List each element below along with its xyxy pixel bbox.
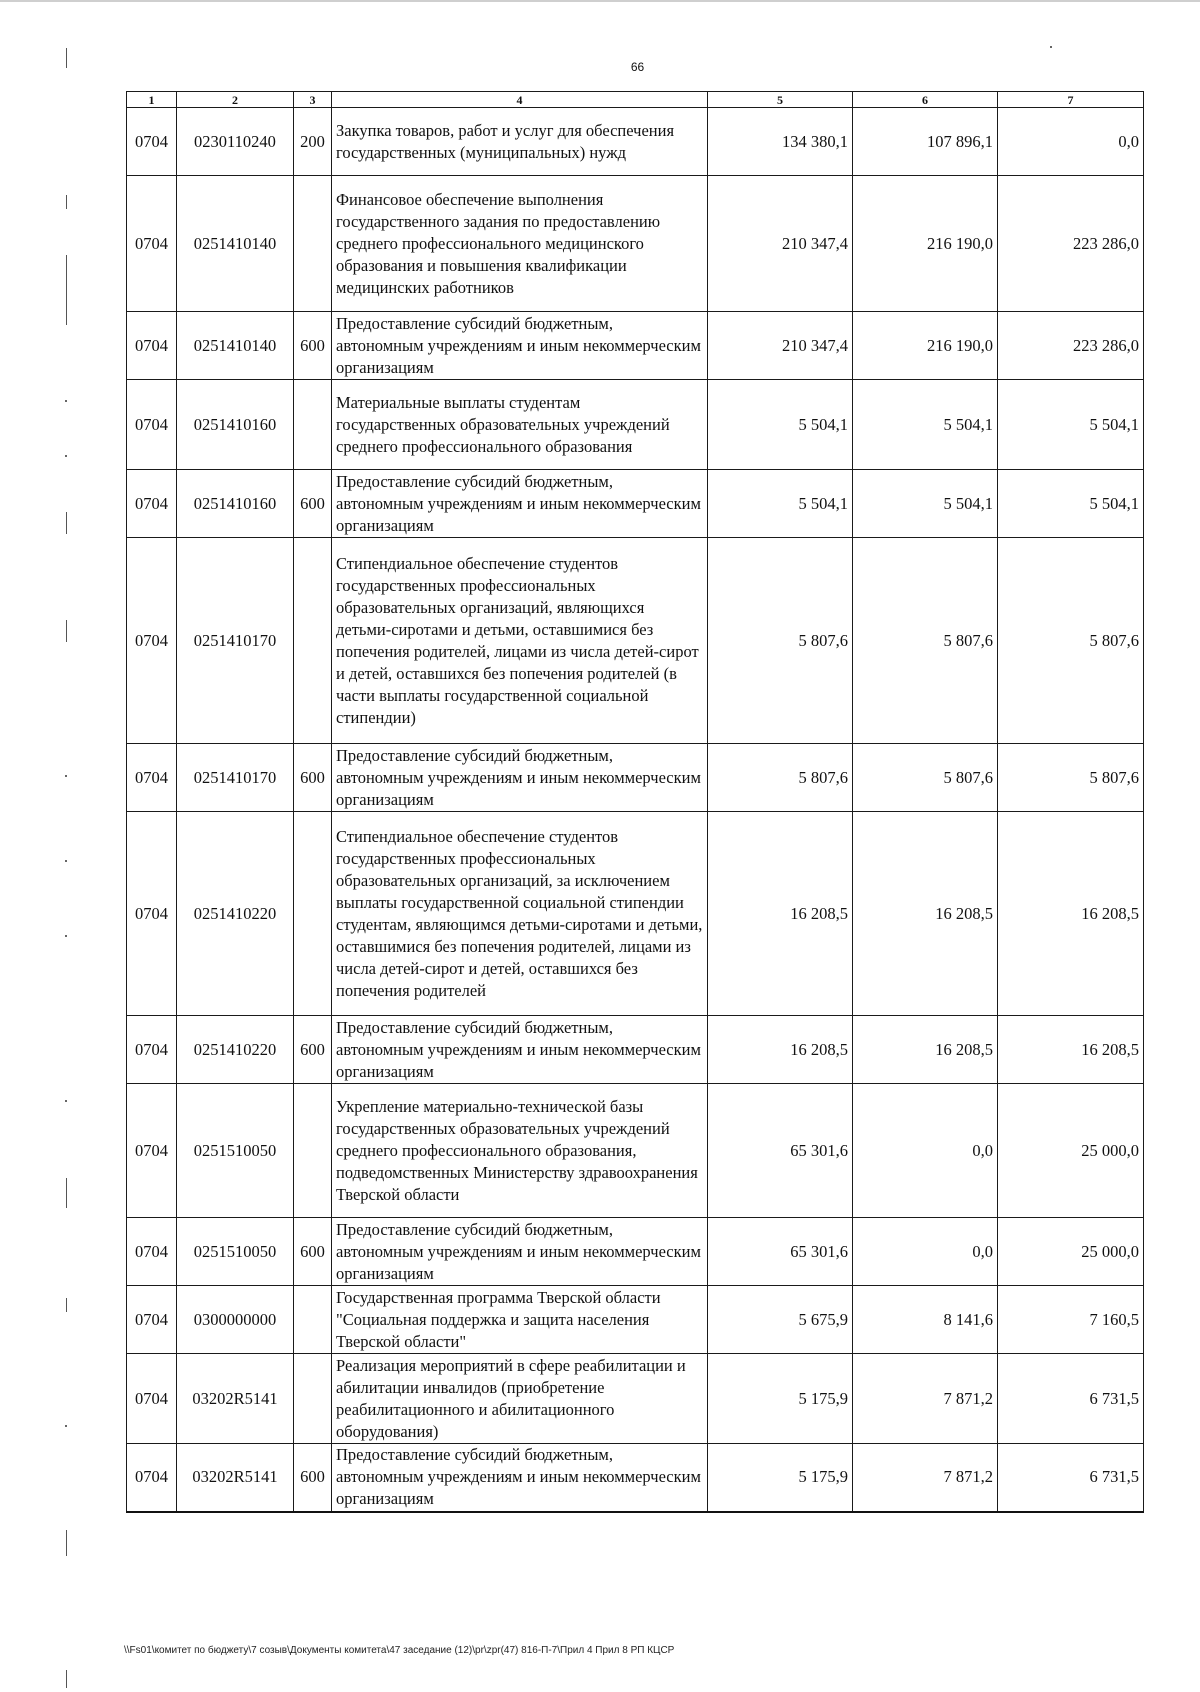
scan-mark: [66, 48, 67, 68]
description-cell: Закупка товаров, работ и услуг для обеспечения государственных (муниципальных) нужд: [332, 108, 708, 176]
amount-col6-cell: 5 807,6: [853, 538, 998, 744]
amount-col7-cell: 16 208,5: [998, 1016, 1144, 1084]
scan-dot: [65, 400, 67, 402]
table-row: [127, 1286, 1144, 1354]
table-row: [127, 176, 1144, 312]
section-code-cell: 0704: [127, 1016, 177, 1084]
amount-col6-cell: 7 871,2: [853, 1354, 998, 1444]
amount-col5-cell: 16 208,5: [708, 812, 853, 1016]
expense-type-cell: [294, 380, 332, 470]
column-header: 7: [998, 92, 1144, 108]
scan-mark: [66, 195, 67, 209]
expense-type-cell: 600: [294, 744, 332, 812]
scan-mark: [66, 620, 67, 642]
scan-mark: [66, 1178, 67, 1208]
page-number: 66: [630, 60, 645, 74]
target-article-cell: 03202R5141: [177, 1444, 294, 1512]
expense-type-cell: [294, 812, 332, 1016]
table-row: [127, 538, 1144, 744]
amount-col5-cell: 65 301,6: [708, 1218, 853, 1286]
section-code-cell: 0704: [127, 1354, 177, 1444]
table-row: [127, 812, 1144, 1016]
amount-col6-cell: 7 871,2: [853, 1444, 998, 1512]
scan-mark: [66, 255, 67, 325]
amount-col7-cell: 223 286,0: [998, 312, 1144, 380]
description-cell: Предоставление субсидий бюджетным, автономным учреждениям и иным некоммерческим организациям: [332, 1218, 708, 1286]
amount-col5-cell: 134 380,1: [708, 108, 853, 176]
amount-col6-cell: 16 208,5: [853, 1016, 998, 1084]
target-article-cell: 0251410160: [177, 470, 294, 538]
amount-col5-cell: 210 347,4: [708, 312, 853, 380]
target-article-cell: 0251410170: [177, 538, 294, 744]
table-row: [127, 744, 1144, 812]
table-row: [127, 1218, 1144, 1286]
scan-mark: [66, 1670, 67, 1688]
expense-type-cell: [294, 1354, 332, 1444]
amount-col7-cell: 5 504,1: [998, 470, 1144, 538]
amount-col6-cell: 5 807,6: [853, 744, 998, 812]
amount-col7-cell: 25 000,0: [998, 1084, 1144, 1218]
target-article-cell: 0300000000: [177, 1286, 294, 1354]
column-header: 4: [332, 92, 708, 108]
section-code-cell: 0704: [127, 538, 177, 744]
target-article-cell: 0251510050: [177, 1218, 294, 1286]
amount-col7-cell: 6 731,5: [998, 1354, 1144, 1444]
scan-dot: [65, 1425, 67, 1427]
amount-col5-cell: 65 301,6: [708, 1084, 853, 1218]
target-article-cell: 0251410160: [177, 380, 294, 470]
column-header: 2: [177, 92, 294, 108]
scan-mark: [66, 1298, 67, 1312]
amount-col6-cell: 216 190,0: [853, 176, 998, 312]
target-article-cell: 0251410170: [177, 744, 294, 812]
expense-type-cell: 600: [294, 1444, 332, 1512]
section-code-cell: 0704: [127, 1444, 177, 1512]
target-article-cell: 0230110240: [177, 108, 294, 176]
section-code-cell: 0704: [127, 108, 177, 176]
description-cell: Стипендиальное обеспечение студентов государственных профессиональных образовательных организаций, за исключением выплаты государственной социальной стипендии студентам, являющимся детьми-сиротами и детьми, оставшимися без попечения родителей, лицами из числа детей-сирот и детей, оставшихся без попечения родителей: [332, 812, 708, 1016]
amount-col6-cell: 0,0: [853, 1218, 998, 1286]
amount-col5-cell: 5 175,9: [708, 1444, 853, 1512]
amount-col5-cell: 5 175,9: [708, 1354, 853, 1444]
amount-col7-cell: 0,0: [998, 108, 1144, 176]
description-cell: Предоставление субсидий бюджетным, автономным учреждениям и иным некоммерческим организациям: [332, 1016, 708, 1084]
description-cell: Материальные выплаты студентам государственных образовательных учреждений среднего профессионального образования: [332, 380, 708, 470]
amount-col5-cell: 210 347,4: [708, 176, 853, 312]
column-header: 6: [853, 92, 998, 108]
amount-col7-cell: 25 000,0: [998, 1218, 1144, 1286]
header-row: [127, 92, 1144, 108]
description-cell: Предоставление субсидий бюджетным, автономным учреждениям и иным некоммерческим организациям: [332, 312, 708, 380]
section-code-cell: 0704: [127, 470, 177, 538]
table-row: [127, 1444, 1144, 1512]
scan-dot: [1050, 46, 1052, 48]
scan-mark: [66, 512, 67, 534]
file-path-footer: \\Fs01\комитет по бюджету\7 созыв\Документы комитета\47 заседание (12)\pr\zpr(47) 816-П-7\Прил 4 Прил 8 РП КЦСР: [124, 1645, 675, 1656]
table-row: [127, 1084, 1144, 1218]
amount-col6-cell: 16 208,5: [853, 812, 998, 1016]
table-row: [127, 470, 1144, 538]
amount-col7-cell: 223 286,0: [998, 176, 1144, 312]
target-article-cell: 0251410220: [177, 1016, 294, 1084]
target-article-cell: 0251410220: [177, 812, 294, 1016]
expense-type-cell: [294, 176, 332, 312]
amount-col7-cell: 6 731,5: [998, 1444, 1144, 1512]
scan-dot: [65, 935, 67, 937]
table-row: [127, 1016, 1144, 1084]
budget-table: [126, 91, 1144, 1513]
description-cell: Укрепление материально-технической базы государственных образовательных учреждений среднего профессионального образования, подведомственных Министерству здравоохранения Тверской области: [332, 1084, 708, 1218]
expense-type-cell: [294, 1286, 332, 1354]
target-article-cell: 03202R5141: [177, 1354, 294, 1444]
expense-type-cell: [294, 1084, 332, 1218]
expense-type-cell: 600: [294, 1218, 332, 1286]
section-code-cell: 0704: [127, 744, 177, 812]
target-article-cell: 0251410140: [177, 176, 294, 312]
column-header: 3: [294, 92, 332, 108]
table-row: [127, 1354, 1144, 1444]
expense-type-cell: [294, 538, 332, 744]
section-code-cell: 0704: [127, 380, 177, 470]
amount-col5-cell: 5 504,1: [708, 380, 853, 470]
section-code-cell: 0704: [127, 176, 177, 312]
amount-col6-cell: 0,0: [853, 1084, 998, 1218]
amount-col7-cell: 5 807,6: [998, 744, 1144, 812]
table-row: [127, 108, 1144, 176]
scan-dot: [65, 860, 67, 862]
expense-type-cell: 200: [294, 108, 332, 176]
description-cell: Предоставление субсидий бюджетным, автономным учреждениям и иным некоммерческим организациям: [332, 470, 708, 538]
amount-col5-cell: 5 807,6: [708, 538, 853, 744]
description-cell: Финансовое обеспечение выполнения государственного задания по предоставлению среднего профессионального медицинского образования и повышения квалификации медицинских работников: [332, 176, 708, 312]
target-article-cell: 0251510050: [177, 1084, 294, 1218]
scan-dot: [65, 775, 67, 777]
amount-col6-cell: 8 141,6: [853, 1286, 998, 1354]
amount-col5-cell: 5 807,6: [708, 744, 853, 812]
amount-col6-cell: 216 190,0: [853, 312, 998, 380]
amount-col7-cell: 7 160,5: [998, 1286, 1144, 1354]
table-row: [127, 380, 1144, 470]
section-code-cell: 0704: [127, 1218, 177, 1286]
section-code-cell: 0704: [127, 812, 177, 1016]
amount-col5-cell: 16 208,5: [708, 1016, 853, 1084]
scan-dot: [65, 1100, 67, 1102]
scan-dot: [65, 455, 67, 457]
section-code-cell: 0704: [127, 1084, 177, 1218]
amount-col7-cell: 16 208,5: [998, 812, 1144, 1016]
amount-col7-cell: 5 504,1: [998, 380, 1144, 470]
description-cell: Реализация мероприятий в сфере реабилитации и абилитации инвалидов (приобретение реабилитационного и абилитационного оборудования): [332, 1354, 708, 1444]
target-article-cell: 0251410140: [177, 312, 294, 380]
amount-col6-cell: 5 504,1: [853, 470, 998, 538]
table-row: [127, 312, 1144, 380]
description-cell: Предоставление субсидий бюджетным, автономным учреждениям и иным некоммерческим организациям: [332, 1444, 708, 1512]
description-cell: Стипендиальное обеспечение студентов государственных профессиональных образовательных организаций, являющихся детьми-сиротами и детьми, оставшимися без попечения родителей, лицами из числа детей-сирот и детей, оставшихся без попечения родителей (в части выплаты государственной социальной стипендии): [332, 538, 708, 744]
column-header: 5: [708, 92, 853, 108]
amount-col7-cell: 5 807,6: [998, 538, 1144, 744]
amount-col6-cell: 5 504,1: [853, 380, 998, 470]
expense-type-cell: 600: [294, 1016, 332, 1084]
amount-col6-cell: 107 896,1: [853, 108, 998, 176]
amount-col5-cell: 5 675,9: [708, 1286, 853, 1354]
amount-col5-cell: 5 504,1: [708, 470, 853, 538]
section-code-cell: 0704: [127, 312, 177, 380]
description-cell: Государственная программа Тверской области "Социальная поддержка и защита населения Тверской области": [332, 1286, 708, 1354]
column-header: 1: [127, 92, 177, 108]
scan-edge: [0, 0, 1200, 2]
expense-type-cell: 600: [294, 312, 332, 380]
scan-mark: [66, 1530, 67, 1556]
description-cell: Предоставление субсидий бюджетным, автономным учреждениям и иным некоммерческим организациям: [332, 744, 708, 812]
expense-type-cell: 600: [294, 470, 332, 538]
section-code-cell: 0704: [127, 1286, 177, 1354]
